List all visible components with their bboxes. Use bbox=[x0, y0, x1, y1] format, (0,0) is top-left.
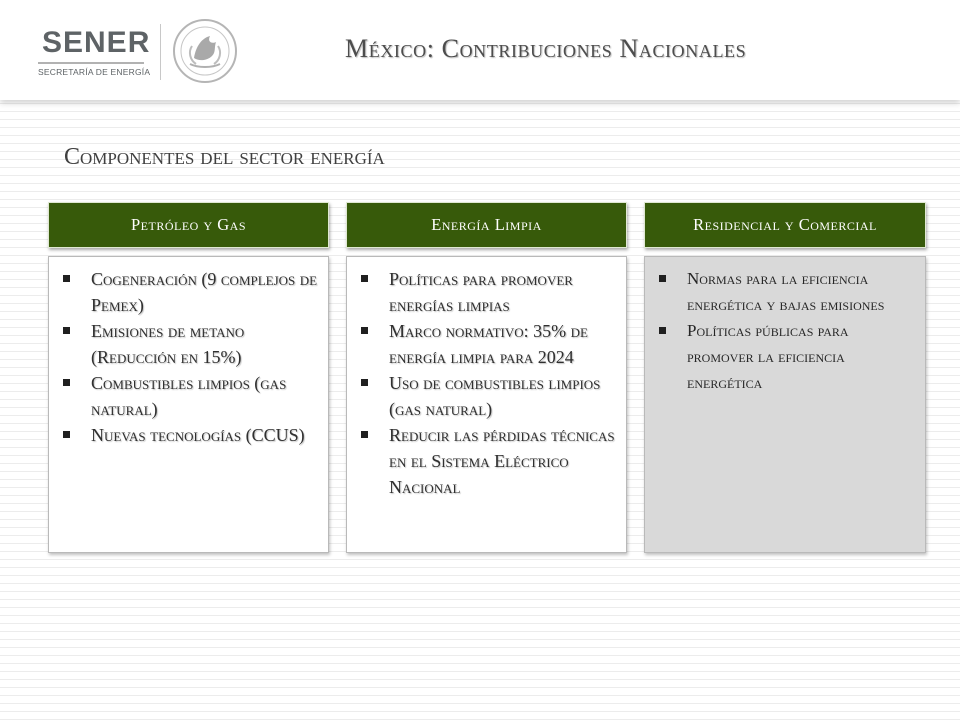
bullet-list bbox=[347, 257, 626, 500]
column-header-residencial-comercial bbox=[644, 202, 926, 248]
list-item: Nuevas tecnologías (CCUS) bbox=[91, 422, 320, 448]
column-box-residencial-comercial bbox=[644, 256, 926, 553]
logo-subtitle: SECRETARÍA DE ENERGÍA bbox=[38, 67, 151, 77]
bullet-list bbox=[645, 257, 925, 396]
column-title: Energía Limpia bbox=[431, 215, 542, 234]
list-item: Marco normativo: 35% de energía limpia para 2024 bbox=[389, 318, 618, 370]
section-subtitle: Componentes del sector energía bbox=[64, 144, 385, 170]
list-item: Políticas para promover energías limpias bbox=[389, 266, 618, 318]
logo-name: SENER bbox=[42, 26, 151, 59]
column-box-petroleo-gas bbox=[48, 256, 329, 553]
list-item: Combustibles limpios (gas natural) bbox=[91, 370, 320, 422]
column-box-energia-limpia bbox=[346, 256, 627, 553]
page-title: México: Contribuciones Nacionales bbox=[345, 34, 747, 63]
header bbox=[0, 0, 960, 100]
list-item: Uso de combustibles limpios (gas natural) bbox=[389, 370, 618, 422]
list-item: Emisiones de metano (Reducción en 15%) bbox=[91, 318, 320, 370]
column-title: Petróleo y Gas bbox=[130, 215, 246, 234]
bullet-list bbox=[49, 257, 328, 448]
logo-underline bbox=[38, 62, 144, 64]
sener-logo[interactable] bbox=[38, 26, 150, 76]
column-title: Residencial y Comercial bbox=[693, 215, 877, 234]
column-header-petroleo-gas bbox=[48, 202, 329, 248]
list-item: Reducir las pérdidas técnicas en el Sistema Eléctrico Nacional bbox=[389, 422, 618, 500]
logo-divider bbox=[160, 24, 161, 80]
list-item: Cogeneración (9 complejos de Pemex) bbox=[91, 266, 320, 318]
list-item: Políticas públicas para promover la eficiencia energética bbox=[687, 318, 917, 396]
column-header-energia-limpia bbox=[346, 202, 627, 248]
list-item: Normas para la eficiencia energética y bajas emisiones bbox=[687, 266, 917, 318]
mexico-seal-icon bbox=[172, 18, 238, 84]
